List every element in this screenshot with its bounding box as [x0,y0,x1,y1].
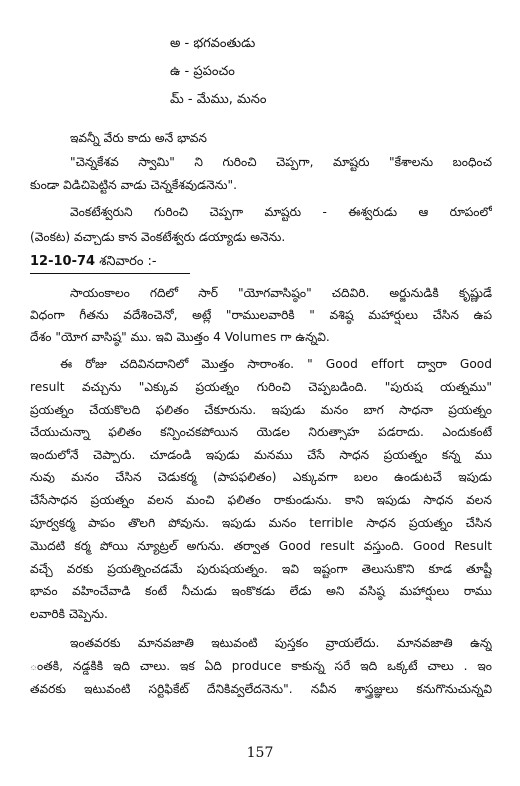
body-line: నువు మనం చేసిన చెడుకర్మ (పాపఫలితం) ఎక్కువగా బలం ఉండుటచే ఇపుడు [30,470,492,484]
date-heading-day: శనివారం :- [95,254,157,269]
date-heading [30,252,492,272]
body-line: ప్రయత్నం చేయకొలది ఫలితం చేకూరును. ఇపుడు మనం బాగ సాధనా ప్రయత్నం [30,403,492,417]
body-line: ఈ రోజు చదివినదానిలో మొత్తం సారాంశం. " Good effort ద్వారా Good [60,357,492,371]
body-line: చేయుచున్నా ఫలితం కన్పించకపోయిన యెడల నిరుత్సాహ పడరాదు. ఎందుకంటే [30,425,492,439]
paragraph-line: "చెన్నకేశవ స్వామి" ని గురించి చెప్పగా, మాష్టరు "కేశాలను బంధించ [70,155,492,169]
paragraph-line: వెంకటేశ్వరుని గురించి చెప్పగా మాష్టరు - ఈశ్వరుడు ఆ రూపంలో [70,205,492,219]
date-underline [30,273,190,274]
body-line: పూర్వకర్మ పాపం తొలగి పోవును. ఇపుడు మనం terrible సాధన ప్రయత్నం చేసిన [30,516,492,530]
body-line: విధంగా గీతను వదేశించెనో, అట్లే "రాములవారికి " వశిష్ఠ మహార్షులు చేసిన ఉప [30,308,492,322]
paragraph-line: (వెంకట) వచ్చాడు కాన వెంకటేశ్వరు డయ్యాడు అనెను. [30,230,286,244]
page-number: 157 [246,745,274,761]
body-line: ఇందులోనే చెప్పారు. చూడండి ఇపుడు మనము చేసే సాధన ప్రయత్నం కన్న ము [30,448,492,462]
body-line: ఇంతవరకు మానవజాతి ఇటువంటి పుస్తకం వ్రాయలేదు. మానవజాతి ఉన్న [70,636,492,650]
aum-line-u: ఉ - ప్రపంచం [170,64,235,79]
paragraph-line: ఇవన్నీ వేరు కాదు అనే భావన [70,131,207,145]
body-line: చేసేసాధన ప్రయత్నం వలన మంచి ఫలితం రాకుండును. కాని ఇపుడు సాధన వలన [30,493,492,507]
date-heading-date: 12-10-74 [30,254,96,269]
body-line: దేశం "యోగ వాసిష్ఠ" ము. ఇవి మొత్తం 4 Volumes గా ఉన్నవి. [30,330,330,344]
aum-line-m: మ్ - మేము, మనం [170,92,267,107]
paragraph-line: కుండా విడిచిపెట్టిన వాడు చెన్నకేశవుడనెను". [30,178,237,192]
aum-line-a: అ - భగవంతుడు [170,36,256,51]
body-line: వచ్చే వరకు ప్రయత్నించడమే పురుషయత్నం. ఇవి ఇష్టంగా తెలుసుకొని కూడ తూష్టీ [30,562,492,576]
body-line: మొదటి కర్మ పోయి న్యూట్రల్ అగును. తర్వాత Good result వస్తుంది. Good Result [30,539,492,553]
body-line: result వచ్చును "ఎక్కువ ప్రయత్నం గురించి చెప్పబడింది. "పురుష యత్నము" [30,380,492,394]
body-line: తవరకు ఇటువంటి సర్టిఫికేట్ దేనికివ్వలేదనెను". నవీన శాస్త్రజ్ఞులు కనుగొనుచున్నవి [30,682,492,696]
body-line: సాయంకాలం గదిలో సార్ "యోగవాసిష్ఠం" చదివిరి. అర్జునుడికి కృష్ణుడే [70,286,492,300]
body-line: ంతకి, నడ్డకికి ఇది చాలు. ఇక ఏది produce కాకున్న సరే ఇది ఒక్కటే చాలు . ఇం [30,659,492,673]
body-line: లవారికి చెప్పెను. [30,607,108,621]
body-line: భావం వహించేవాడి కంటే నీచుడు ఇంకొకడు లేడు అని వసిష్ఠ మహార్షులు రాము [30,584,492,598]
